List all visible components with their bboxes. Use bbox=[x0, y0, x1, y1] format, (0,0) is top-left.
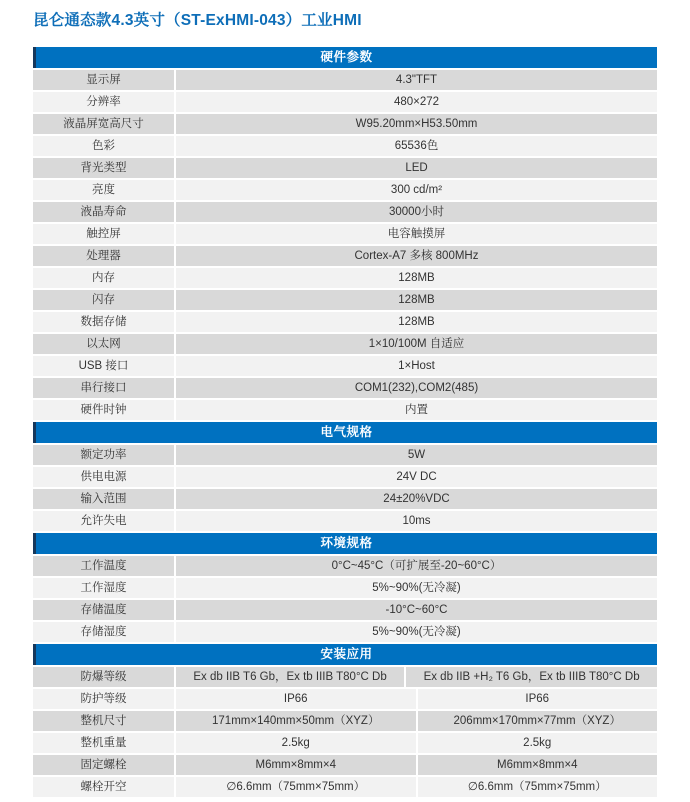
row-label: 防护等级 bbox=[33, 689, 174, 709]
row-value: IP66 bbox=[176, 689, 416, 709]
row-value: IP66 bbox=[418, 689, 658, 709]
table-row bbox=[33, 202, 657, 222]
table-row bbox=[33, 400, 657, 420]
row-label: 螺栓开空 bbox=[33, 777, 174, 797]
row-value: 30000小时 bbox=[176, 202, 657, 222]
table-row bbox=[33, 667, 657, 687]
row-label: 固定螺栓 bbox=[33, 755, 174, 775]
row-label: 硬件时钟 bbox=[33, 400, 174, 420]
row-label: 额定功率 bbox=[33, 445, 174, 465]
row-value: 5W bbox=[176, 445, 657, 465]
row-value: 5%~90%(无冷凝) bbox=[176, 622, 657, 642]
row-label: 液晶屏宽高尺寸 bbox=[33, 114, 174, 134]
row-value: ∅6.6mm（75mm×75mm） bbox=[176, 777, 416, 797]
table-row bbox=[33, 268, 657, 288]
section-header: 电气规格 bbox=[33, 422, 657, 443]
row-label: 触控屏 bbox=[33, 224, 174, 244]
row-label: 整机重量 bbox=[33, 733, 174, 753]
row-value: M6mm×8mm×4 bbox=[418, 755, 658, 775]
table-row bbox=[33, 489, 657, 509]
row-label: 分辨率 bbox=[33, 92, 174, 112]
table-row bbox=[33, 92, 657, 112]
row-value: M6mm×8mm×4 bbox=[176, 755, 416, 775]
table-row bbox=[33, 378, 657, 398]
row-value: 电容触摸屏 bbox=[176, 224, 657, 244]
table-row bbox=[33, 755, 657, 775]
row-label: 内存 bbox=[33, 268, 174, 288]
row-value: 65536色 bbox=[176, 136, 657, 156]
row-label: 输入范围 bbox=[33, 489, 174, 509]
row-value: COM1(232),COM2(485) bbox=[176, 378, 657, 398]
table-row bbox=[33, 578, 657, 598]
row-value: 4.3"TFT bbox=[176, 70, 657, 90]
row-label: 数据存储 bbox=[33, 312, 174, 332]
row-value: 1×Host bbox=[176, 356, 657, 376]
row-value: Ex db IIB T6 Gb，Ex tb IIIB T80°C Db bbox=[176, 667, 404, 687]
table-row bbox=[33, 158, 657, 178]
row-value: 0°C~45°C（可扩展至-20~60°C） bbox=[176, 556, 657, 576]
table-row bbox=[33, 511, 657, 531]
row-value: 2.5kg bbox=[176, 733, 416, 753]
row-value: Ex db IIB +H₂ T6 Gb，Ex tb IIIB T80°C Db bbox=[406, 667, 657, 687]
row-value: ∅6.6mm（75mm×75mm） bbox=[418, 777, 658, 797]
row-value: 24±20%VDC bbox=[176, 489, 657, 509]
section-header: 硬件参数 bbox=[33, 47, 657, 68]
row-value: 24V DC bbox=[176, 467, 657, 487]
row-value: 128MB bbox=[176, 268, 657, 288]
row-label: 背光类型 bbox=[33, 158, 174, 178]
row-label: 以太网 bbox=[33, 334, 174, 354]
table-row bbox=[33, 246, 657, 266]
table-row bbox=[33, 114, 657, 134]
section-header: 安装应用 bbox=[33, 644, 657, 665]
row-label: 防爆等级 bbox=[33, 667, 174, 687]
row-value: -10°C~60°C bbox=[176, 600, 657, 620]
spec-table bbox=[33, 47, 657, 797]
table-row bbox=[33, 600, 657, 620]
row-label: 存储湿度 bbox=[33, 622, 174, 642]
row-label: 处理器 bbox=[33, 246, 174, 266]
row-value: 206mm×170mm×77mm（XYZ） bbox=[418, 711, 658, 731]
table-row bbox=[33, 777, 657, 797]
table-row bbox=[33, 290, 657, 310]
table-row bbox=[33, 467, 657, 487]
row-label: 闪存 bbox=[33, 290, 174, 310]
table-row bbox=[33, 180, 657, 200]
row-label: 整机尺寸 bbox=[33, 711, 174, 731]
row-label: USB 接口 bbox=[33, 356, 174, 376]
row-label: 色彩 bbox=[33, 136, 174, 156]
row-value: 1×10/100M 自适应 bbox=[176, 334, 657, 354]
section-header: 环境规格 bbox=[33, 533, 657, 554]
table-row bbox=[33, 224, 657, 244]
row-label: 存储温度 bbox=[33, 600, 174, 620]
table-row bbox=[33, 334, 657, 354]
row-value: W95.20mm×H53.50mm bbox=[176, 114, 657, 134]
row-label: 供电电源 bbox=[33, 467, 174, 487]
table-row bbox=[33, 136, 657, 156]
row-label: 工作温度 bbox=[33, 556, 174, 576]
table-row bbox=[33, 622, 657, 642]
table-row bbox=[33, 556, 657, 576]
row-value: 10ms bbox=[176, 511, 657, 531]
table-row bbox=[33, 356, 657, 376]
row-value: 171mm×140mm×50mm（XYZ） bbox=[176, 711, 416, 731]
table-row bbox=[33, 312, 657, 332]
row-value: 480×272 bbox=[176, 92, 657, 112]
row-label: 显示屏 bbox=[33, 70, 174, 90]
table-row bbox=[33, 70, 657, 90]
row-value: 128MB bbox=[176, 290, 657, 310]
row-value: LED bbox=[176, 158, 657, 178]
row-label: 允许失电 bbox=[33, 511, 174, 531]
row-label: 工作湿度 bbox=[33, 578, 174, 598]
row-label: 串行接口 bbox=[33, 378, 174, 398]
row-value: 300 cd/m² bbox=[176, 180, 657, 200]
table-row bbox=[33, 445, 657, 465]
row-value: 128MB bbox=[176, 312, 657, 332]
table-row bbox=[33, 733, 657, 753]
row-value: 5%~90%(无冷凝) bbox=[176, 578, 657, 598]
row-label: 亮度 bbox=[33, 180, 174, 200]
table-row bbox=[33, 711, 657, 731]
table-row bbox=[33, 689, 657, 709]
row-value: 内置 bbox=[176, 400, 657, 420]
page-title: 昆仑通态款4.3英寸（ST-ExHMI-043）工业HMI bbox=[33, 12, 362, 29]
row-value: 2.5kg bbox=[418, 733, 658, 753]
row-label: 液晶寿命 bbox=[33, 202, 174, 222]
row-value: Cortex-A7 多核 800MHz bbox=[176, 246, 657, 266]
